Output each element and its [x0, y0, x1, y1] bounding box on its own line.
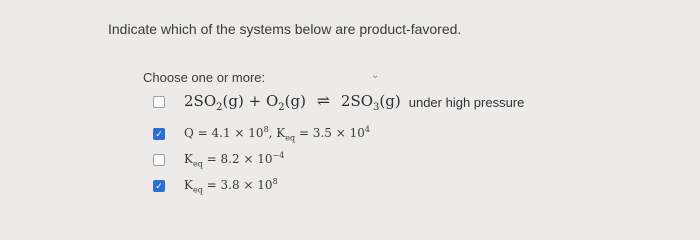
option-2-text: $Q = 4.1 \times 10^8$, $K_{eq} = 3.5 \times 10^4$ — [184, 125, 370, 143]
choose-label: Choose one or more: — [143, 70, 266, 85]
option-1-reaction: $2SO_2(g) + O_2(g)$ ⇌ $2SO_3(g)$ — [184, 91, 401, 113]
option-1-checkbox[interactable] — [153, 96, 165, 108]
option-4[interactable] — [153, 176, 278, 196]
option-4-text: $K_{eq} = 3.8 \times 10^8$ — [184, 177, 278, 195]
option-1[interactable] — [153, 92, 524, 112]
question-prompt: Indicate which of the systems below are product-favored. — [108, 21, 462, 37]
option-3-text: $K_{eq} = 8.2 \times 10^{-4}$ — [184, 151, 285, 169]
option-3[interactable] — [153, 150, 284, 170]
option-3-checkbox[interactable] — [153, 154, 165, 166]
equilibrium-arrow-icon: ⇌ — [316, 91, 331, 110]
option-2[interactable] — [153, 124, 370, 144]
option-1-condition: under high pressure — [408, 94, 525, 110]
option-4-checkbox[interactable]: ✓ — [153, 180, 165, 192]
option-2-checkbox[interactable]: ✓ — [153, 128, 165, 140]
caret-marker: ⌄ — [371, 70, 380, 81]
